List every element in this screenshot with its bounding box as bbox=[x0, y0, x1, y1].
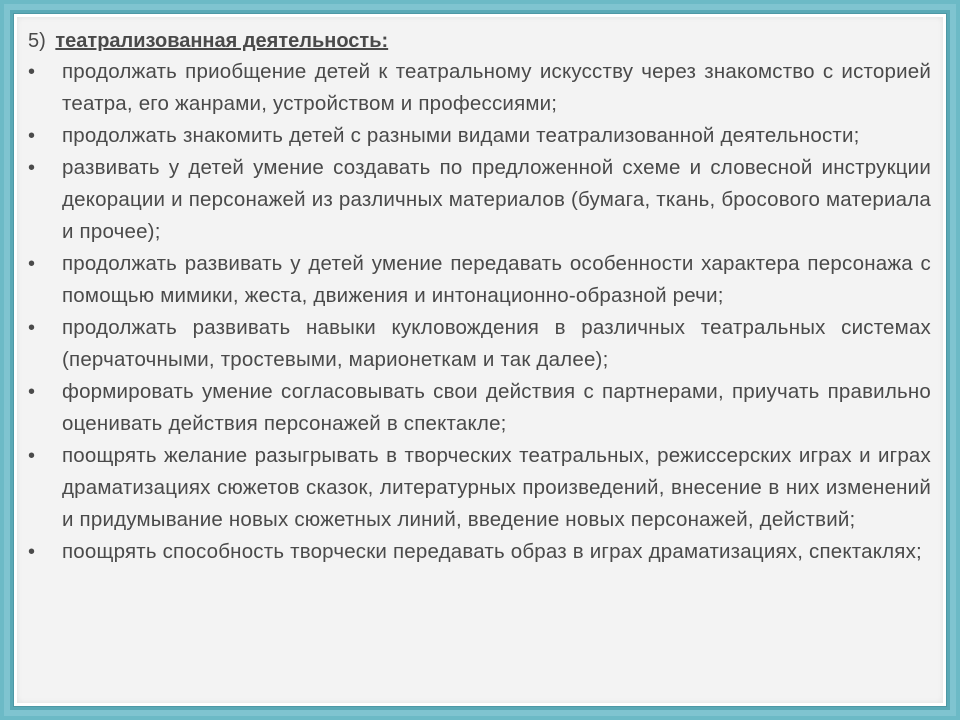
bullet-list bbox=[28, 56, 931, 568]
list-item bbox=[28, 120, 931, 152]
bullet-icon: • bbox=[28, 253, 36, 275]
list-item bbox=[28, 248, 931, 312]
bullet-icon: • bbox=[28, 541, 36, 563]
list-item bbox=[28, 376, 931, 440]
list-item bbox=[28, 536, 931, 568]
list-item-text: продолжать развивать навыки кукловождения в различных театральных системах (перчаточными, тростевыми, марионеткам и так далее); bbox=[62, 316, 931, 371]
list-item-text: продолжать приобщение детей к театральному искусству через знакомство с историей театра, его жанрами, устройством и профессиями; bbox=[62, 60, 931, 115]
section-number: 5) bbox=[28, 30, 46, 52]
section-title: театрализованная деятельность: bbox=[55, 30, 389, 52]
content-panel bbox=[14, 14, 946, 706]
list-item bbox=[28, 312, 931, 376]
section-heading bbox=[28, 27, 388, 55]
list-item-text: поощрять желание разыгрывать в творческих театральных, режиссерских играх и играх драматизациях сюжетов сказок, литературных произведений, внесение в них изменений и придумывание новых сюжетных линий, введение новых персонажей, действий; bbox=[62, 444, 931, 531]
bullet-icon: • bbox=[28, 445, 36, 467]
list-item-text: продолжать знакомить детей с разными видами театрализованной деятельности; bbox=[62, 124, 860, 147]
bullet-icon: • bbox=[28, 61, 36, 83]
bullet-icon: • bbox=[28, 125, 36, 147]
list-item bbox=[28, 440, 931, 536]
list-item bbox=[28, 152, 931, 248]
list-item-text: развивать у детей умение создавать по предложенной схеме и словесной инструкции декорации и персонажей из различных материалов (бумага, ткань, бросового материала и прочее); bbox=[62, 156, 931, 243]
list-item bbox=[28, 56, 931, 120]
bullet-icon: • bbox=[28, 157, 36, 179]
list-item-text: продолжать развивать у детей умение передавать особенности характера персонажа с помощью мимики, жеста, движения и интонационно-образной речи; bbox=[62, 252, 931, 307]
list-item-text: поощрять способность творчески передавать образ в играх драматизациях, спектаклях; bbox=[62, 540, 922, 563]
bullet-icon: • bbox=[28, 381, 36, 403]
list-item-text: формировать умение согласовывать свои действия с партнерами, приучать правильно оценивать действия персонажей в спектакле; bbox=[62, 380, 931, 435]
bullet-icon: • bbox=[28, 317, 36, 339]
